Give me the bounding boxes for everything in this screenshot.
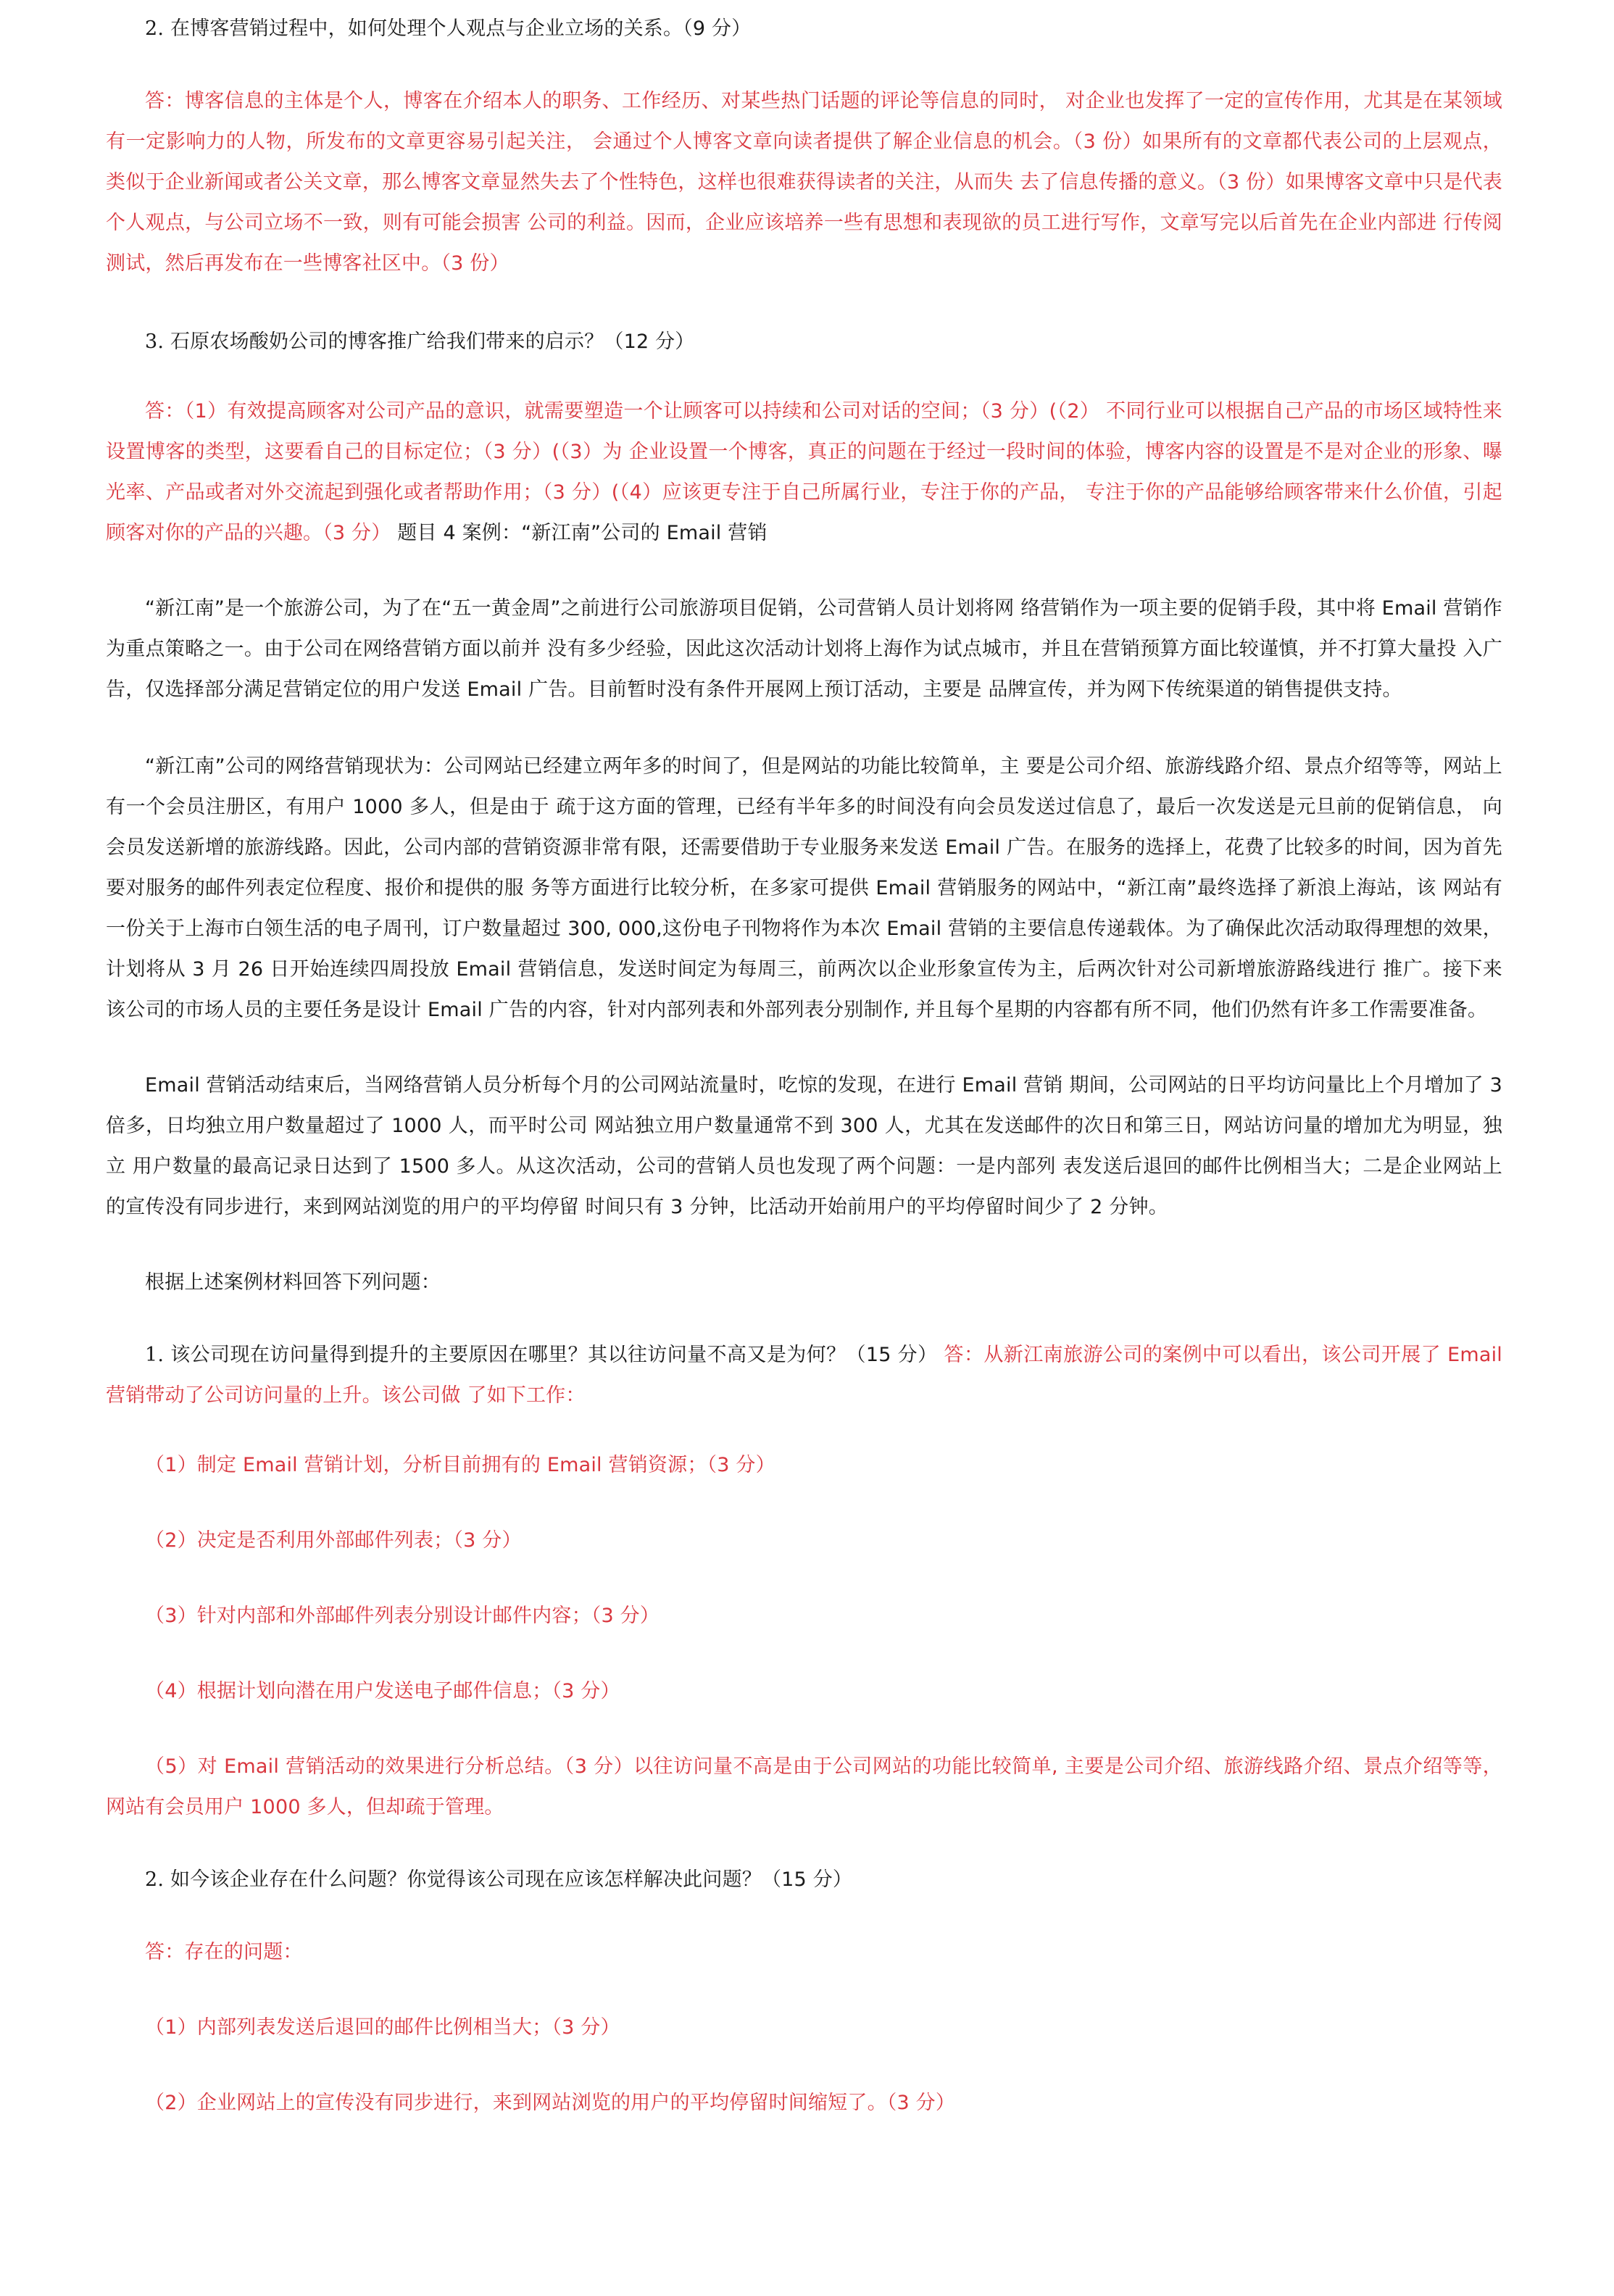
question-2-number: 2. <box>145 17 165 40</box>
question-2 <box>106 9 1502 49</box>
question-1-text: 该公司现在访问量得到提升的主要原因在哪里？其以往访问量不高又是为何？（15 分） <box>170 1344 938 1366</box>
answer-2b-item-2: （2）企业网站上的宣传没有同步进行，来到网站浏览的用户的平均停留时间缩短了。（3 分） <box>145 2092 956 2114</box>
case-title: 题目 4 案例：“新江南”公司的 Email 营销 <box>397 522 768 544</box>
answer-3 <box>106 391 1502 554</box>
question-2b-number: 2. <box>145 1868 165 1891</box>
instruction-line: 根据上述案例材料回答下列问题： <box>145 1271 441 1294</box>
answer-2b-intro: 答：存在的问题： <box>145 1941 303 1963</box>
case-paragraph-1: “新江南”是一个旅游公司，为了在“五一黄金周”之前进行公司旅游项目促销，公司营销人员计划将网 络营销作为一项主要的促销手段，其中将 Email 营销作为重点策略之一。由于公司在网络营销方面以前并 没有多少经验，因此这次活动计划将上海作为试点城市，并且在营销预算方面比较谨慎，并不打算大量投 入广告，仅选择部分满足营销定位的用户发送 Email 广告。目前暂时没有条件开展网上预订活动，主要是 品牌宣传，并为网下传统渠道的销售提供支持。 <box>106 597 1502 701</box>
answer-1-item-3: （3）针对内部和外部邮件列表分别设计邮件内容；（3 分） <box>145 1605 660 1627</box>
question-2b <box>106 1860 1502 1900</box>
answer-1-item-2: （2）决定是否利用外部邮件列表；（3 分） <box>145 1529 522 1552</box>
case-paragraph-3: Email 营销活动结束后，当网络营销人员分析每个月的公司网站流量时，吃惊的发现，在进行 Email 营销 期间，公司网站的日平均访问量比上个月增加了 3 倍多，日均独立用户数量超过了 1000 人，而平时公司 网站独立用户数量通常不到 300 人，尤其在发送邮件的次日和第三日，网站访问量的增加尤为明显，独立 用户数量的最高记录日达到了 1500 多人。从这次活动，公司的营销人员也发现了两个问题：一是内部列 表发送后退回的邮件比例相当大；二是企业网站上的宣传没有同步进行，来到网站浏览的用户的平均停留 时间只有 3 分钟，比活动开始前用户的平均停留时间少了 2 分钟。 <box>106 1074 1502 1218</box>
answer-2b-item-1: （1）内部列表发送后退回的邮件比例相当大；（3 分） <box>145 2016 620 2039</box>
question-2b-text: 如今该企业存在什么问题？你觉得该公司现在应该怎样解决此问题？（15 分） <box>170 1868 853 1891</box>
answer-2: 答：博客信息的主体是个人，博客在介绍本人的职务、工作经历、对某些热门话题的评论等信息的同时， 对企业也发挥了一定的宣传作用，尤其是在某领域有一定影响力的人物，所发布的文章更容易引起关注， 会通过个人博客文章向读者提供了解企业信息的机会。（3 份）如果所有的文章都代表公司的上层观点， 类似于企业新闻或者公关文章，那么博客文章显然失去了个性特色，这样也很难获得读者的关注，从而失 去了信息传播的意义。（3 份）如果博客文章中只是代表个人观点，与公司立场不一致，则有可能会损害 公司的利益。因而，企业应该培养一些有思想和表现欲的员工进行写作，文章写完以后首先在企业内部进 行传阅测试，然后再发布在一些博客社区中。（3 份） <box>106 90 1502 275</box>
question-3-number: 3. <box>145 330 165 353</box>
question-3-text: 石原农场酸奶公司的博客推广给我们带来的启示？（12 分） <box>170 330 695 353</box>
question-3 <box>106 322 1502 362</box>
answer-1-intro: 答：从新江南旅游公司的案例中可以看出，该公司开展了 Email 营销带动了公司访问量的上升。该公司做 了如下工作： <box>106 1344 1502 1407</box>
answer-3-text: 答：（1）有效提高顾客对公司产品的意识，就需要塑造一个让顾客可以持续和公司对话的空间；（3 分）(（2） 不同行业可以根据自己产品的市场区域特性来设置博客的类型，这要看自己的目标定位；（3 分）(（3）为 企业设置一个博客，真正的问题在于经过一段时间的体验，博客内容的设置是不是对企业的形象、曝光率、产品或者对外交流起到强化或者帮助作用；（3 分）(（4）应该更专注于自己所属行业，专注于你的产品， 专注于你的产品能够给顾客带来什么价值，引起顾客对你的产品的兴趣。（3 分） <box>106 400 1502 544</box>
answer-1-item-5: （5）对 Email 营销活动的效果进行分析总结。（3 分）以往访问量不高是由于公司网站的功能比较简单, 主要是公司介绍、旅游线路介绍、景点介绍等等，网站有会员用户 1000 多人，但却疏于管理。 <box>106 1755 1502 1818</box>
question-1 <box>106 1335 1502 1416</box>
question-1-number: 1. <box>145 1344 165 1366</box>
case-paragraph-2: “新江南”公司的网络营销现状为：公司网站已经建立两年多的时间了，但是网站的功能比较简单，主 要是公司介绍、旅游线路介绍、景点介绍等等，网站上有一个会员注册区，有用户 1000 多人，但是由于 疏于这方面的管理，已经有半年多的时间没有向会员发送过信息了，最后一次发送是元旦前的促销信息， 向会员发送新增的旅游线路。因此，公司内部的营销资源非常有限，还需要借助于专业服务来发送 Email 广告。在服务的选择上，花费了比较多的时间，因为首先要对服务的邮件列表定位程度、报价和提供的服 务等方面进行比较分析，在多家可提供 Email 营销服务的网站中，“新江南”最终选择了新浪上海站，该 网站有一份关于上海市白领生活的电子周刊，订户数量超过 300, 000,这份电子刊物将作为本次 Email 营销的主要信息传递载体。为了确保此次活动取得理想的效果，计划将从 3 月 26 日开始连续四周投放 Email 营销信息，发送时间定为每周三，前两次以企业形象宣传为主，后两次针对公司新增旅游路线进行 推广。接下来该公司的市场人员的主要任务是设计 Email 广告的内容，针对内部列表和外部列表分别制作, 并且每个星期的内容都有所不同，他们仍然有许多工作需要准备。 <box>106 755 1502 1021</box>
question-2-text: 在博客营销过程中，如何处理个人观点与企业立场的关系。（9 分） <box>170 17 752 40</box>
answer-1-item-1: （1）制定 Email 营销计划，分析目前拥有的 Email 营销资源；（3 分） <box>145 1454 775 1476</box>
answer-1-item-4: （4）根据计划向潜在用户发送电子邮件信息；（3 分） <box>145 1680 620 1702</box>
